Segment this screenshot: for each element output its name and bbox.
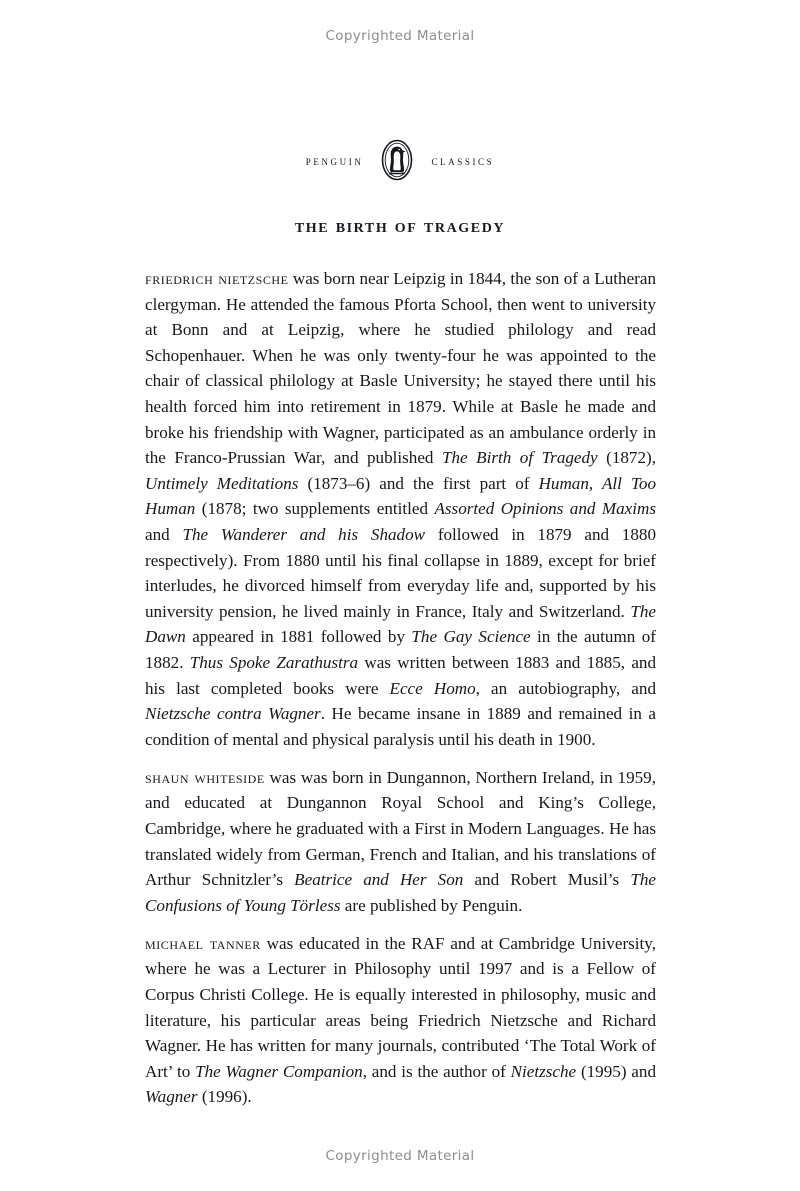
work-title: The Wanderer and his Shadow: [182, 524, 426, 544]
copyright-watermark-bottom: Copyrighted Material: [325, 1148, 475, 1164]
work-title: The Confusions of Young Törless: [145, 870, 656, 915]
bio-text: in the autumn of 1882.: [145, 627, 656, 672]
book-title: the birth of tragedy: [294, 216, 506, 238]
bio-text: (1872),: [597, 448, 656, 468]
publisher-name-classics: classics: [431, 153, 495, 169]
bio-text: , an autobiography, and: [475, 678, 656, 698]
bio-text: and: [145, 524, 183, 544]
work-title: Wagner: [145, 1087, 198, 1107]
bio-paragraph-nietzsche: [145, 266, 656, 752]
work-title: Nietzsche contra Wagner: [145, 704, 321, 724]
work-title: The Birth of Tragedy: [442, 448, 598, 468]
bio-text: , and is the author of: [362, 1061, 511, 1081]
bio-text: (1873–6) and the first part of: [298, 473, 539, 493]
bio-text: was written between 1883 and 1885, and his last completed books were: [145, 652, 657, 698]
bio-text: . He became insane in 1889 and remained in a condition of mental and physical paralysis until his death in 1900.: [145, 704, 656, 749]
work-title: The Dawn: [145, 601, 656, 647]
work-title: Thus Spoke Zarathustra: [189, 652, 359, 672]
work-title: Assorted Opinions and Maxims: [434, 499, 656, 519]
copyright-watermark-top: Copyrighted Material: [325, 28, 475, 44]
bio-paragraph-whiteside: [145, 765, 656, 919]
work-title: The Gay Science: [411, 627, 531, 647]
publisher-name-penguin: penguin: [305, 153, 364, 169]
bio-text: was was born in Dungannon, Northern Ireland, in 1959, and educated at Dungannon Royal School and King’s College, Cambridge, where he graduated with a First in Modern Languages. He has translated widely from German, French and Italian, and his translations of Arthur Schnitzler’s: [145, 767, 656, 890]
bio-lead-name: friedrich nietzsche: [145, 269, 289, 288]
bio-text: (1878; two supplements entitled: [195, 499, 435, 519]
bio-paragraph-tanner: [145, 931, 656, 1110]
work-title: Ecce Homo: [389, 678, 476, 698]
publisher-logo: [0, 138, 800, 182]
penguin-colophon-icon: [377, 138, 417, 182]
work-title: Untimely Meditations: [145, 473, 299, 493]
bio-text: appeared in 1881 followed by: [185, 627, 412, 647]
bio-text: was educated in the RAF and at Cambridge University, where he was a Lecturer in Philosophy until 1997 and is a Fellow of Corpus Christi College. He is equally interested in philosophy, music and literature, his particular areas being Friedrich Nietzsche and Richard Wagner. He has written for many journals, contributed ‘The Total Work of Art’ to: [145, 933, 656, 1081]
work-title: Nietzsche: [510, 1061, 577, 1081]
bio-lead-name: shaun whiteside: [145, 767, 265, 787]
bio-lead-name: michael tanner: [145, 933, 261, 953]
bio-text: (1995) and: [576, 1061, 656, 1081]
bio-text: are published by Penguin.: [340, 895, 523, 915]
work-title: The Wagner Companion: [195, 1061, 363, 1081]
bio-text: and Robert Musil’s: [463, 870, 631, 890]
bio-text: was born near Leipzig in 1844, the son of a Lutheran clergyman. He attended the famous Pforta School, then went to university at Bonn and at Leipzig, where he studied philology and read Schopenhauer. When he was only twenty-four he was appointed to the chair of classical philology at Basle University; he stayed there until his health forced him into retirement in 1879. While at Basle he made and broke his friendship with Wagner, participated as an ambulance orderly in the Franco-Prussian War, and published: [145, 269, 656, 468]
bio-text: (1996).: [197, 1087, 252, 1107]
work-title: Beatrice and Her Son: [294, 870, 464, 890]
work-title: Human, All Too Human: [145, 473, 656, 519]
bio-text: followed in 1879 and 1880 respectively). From 1880 until his final collapse in 1889, except for brief interludes, he divorced himself from everyday life and, supported by his university pension, he lived mainly in France, Italy and Switzerland.: [145, 524, 656, 621]
biography-column: [145, 266, 656, 1110]
